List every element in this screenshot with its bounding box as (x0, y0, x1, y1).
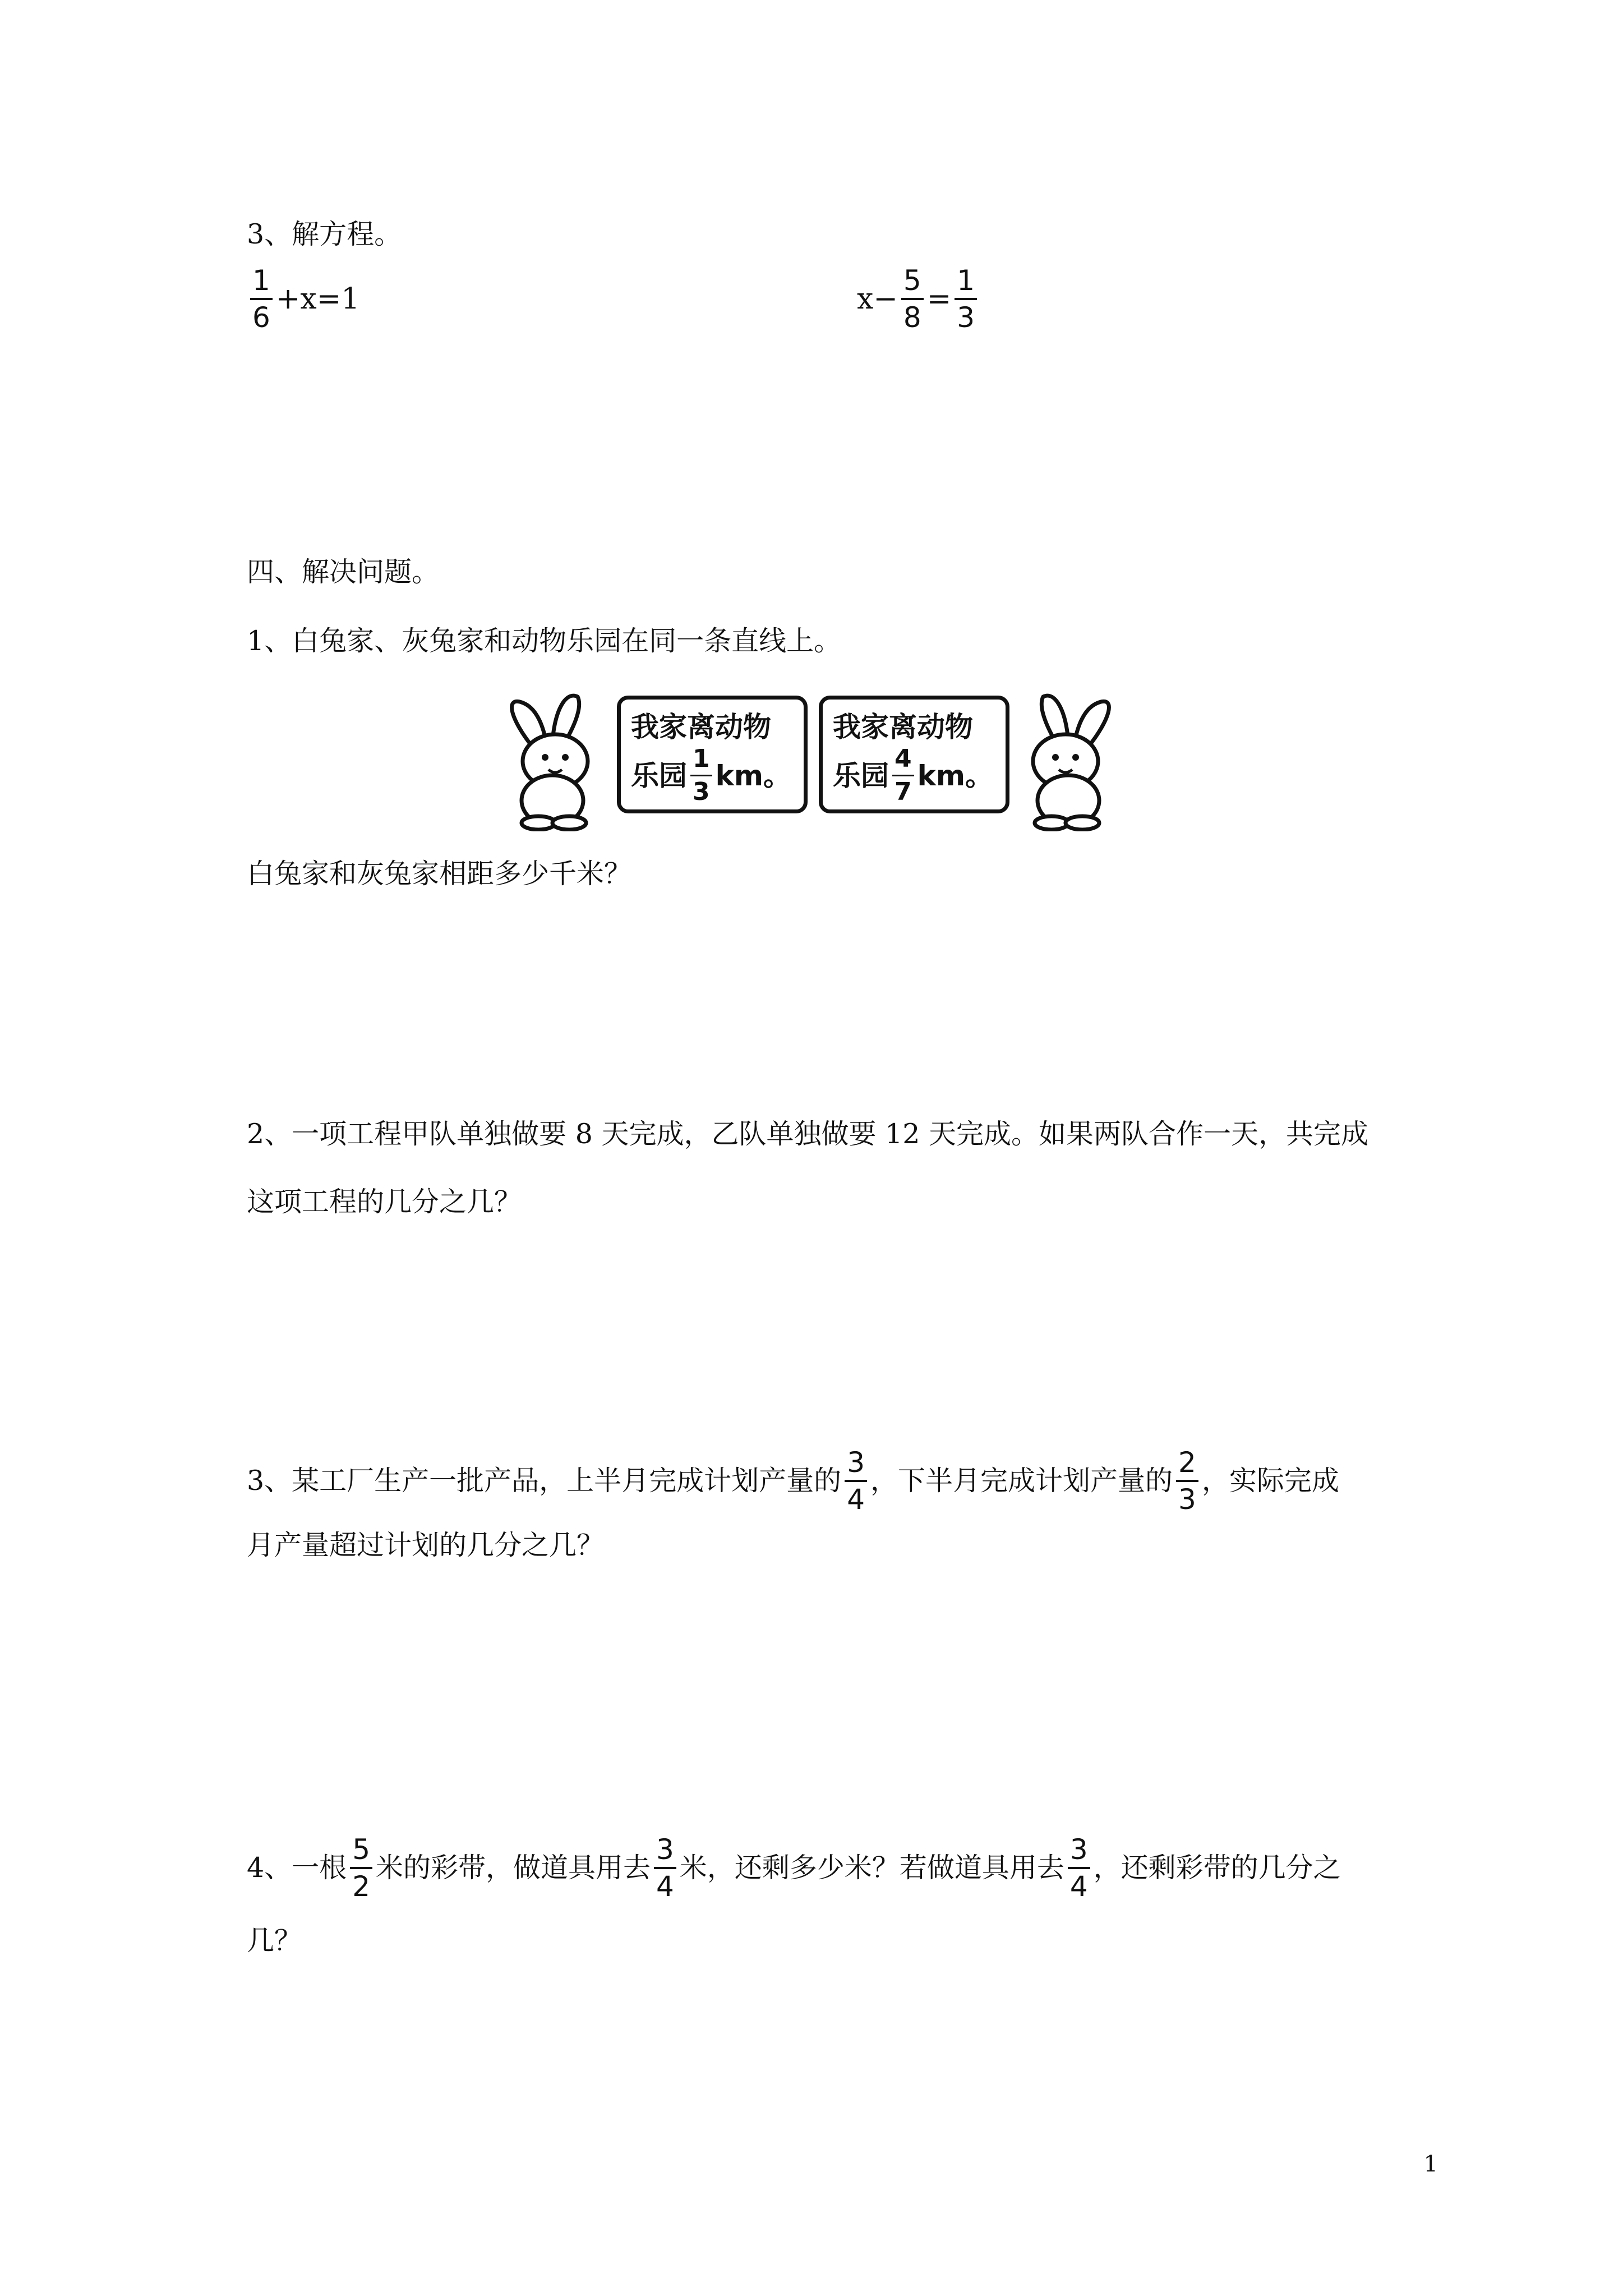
fraction-numerator: 3 (847, 1446, 865, 1479)
question-3-part-2: ，下半月完成计划产量的 (870, 1465, 1173, 1497)
fraction (901, 266, 924, 332)
question-4-part-1: 4、一根 (247, 1852, 347, 1884)
equation-1 (247, 266, 359, 332)
page-number: 1 (1423, 2151, 1438, 2177)
fraction-denominator: 2 (350, 1867, 372, 1901)
fraction-numerator: 2 (1178, 1446, 1196, 1479)
gray-rabbit-icon (1009, 685, 1122, 831)
question-4-part-2: 米的彩带，做道具用去 (376, 1852, 651, 1884)
question-1-text: 白兔家和灰兔家相距多少千米？ (247, 858, 632, 890)
fraction-numerator: 5 (352, 1833, 370, 1866)
equation-prefix: x− (857, 282, 898, 316)
bubble-line-2-prefix: 乐园 (631, 759, 687, 792)
question-4-line-2: 几？ (247, 1925, 302, 1957)
fraction (690, 744, 712, 806)
fraction (892, 744, 914, 806)
question-4-line-1 (247, 1826, 1341, 1910)
question-3-line-1 (247, 1439, 1339, 1523)
fraction-denominator: 4 (654, 1867, 676, 1901)
speech-bubble-left (617, 696, 808, 813)
fraction-numerator: 3 (656, 1833, 674, 1866)
question-2-line-2: 这项工程的几分之几？ (247, 1186, 522, 1218)
speech-bubble-right (819, 696, 1009, 813)
fraction (845, 1446, 867, 1516)
question-4-part-3: 米，还剩多少米？若做道具用去 (679, 1852, 1064, 1884)
fraction-numerator: 1 (957, 264, 975, 297)
white-rabbit-icon (499, 685, 611, 831)
question-3-part-1: 3、某工厂生产一批产品，上半月完成计划产量的 (247, 1465, 842, 1497)
fraction-denominator: 3 (690, 775, 712, 804)
bubble-line-1: 我家离动物 (833, 711, 973, 743)
bubble-line-1: 我家离动物 (631, 711, 771, 743)
equals-sign: = (926, 282, 952, 316)
fraction (1068, 1835, 1090, 1901)
rabbit-dialog-figure (499, 685, 1122, 831)
fraction-denominator: 8 (901, 298, 924, 332)
fraction (654, 1835, 676, 1901)
fraction-numerator: 5 (903, 264, 921, 297)
fraction (955, 266, 977, 332)
question-2-line-1: 2、一项工程甲队单独做要 8 天完成，乙队单独做要 12 天完成。如果两队合作一天，共完成 (247, 1118, 1369, 1150)
fraction-denominator: 4 (1068, 1867, 1090, 1901)
fraction-denominator: 3 (1176, 1480, 1198, 1513)
bubble-unit: km。 (715, 759, 791, 792)
fraction-numerator: 3 (1069, 1833, 1088, 1866)
section4-heading: 四、解决问题。 (247, 556, 440, 588)
fraction-numerator: 4 (895, 744, 912, 773)
bubble-line-2-prefix: 乐园 (833, 759, 889, 792)
question-1-intro: 1、白兔家、灰兔家和动物乐园在同一条直线上。 (247, 625, 842, 657)
fraction-numerator: 1 (252, 264, 270, 297)
fraction (250, 266, 273, 332)
equation-rest: +x=1 (275, 282, 360, 316)
fraction-denominator: 7 (892, 775, 914, 804)
question-4-part-4: ，还剩彩带的几分之 (1093, 1852, 1341, 1884)
fraction (1176, 1446, 1198, 1516)
fraction-numerator: 1 (693, 744, 710, 773)
section3-heading: 3、解方程。 (247, 218, 402, 250)
fraction-denominator: 4 (845, 1480, 867, 1513)
equation-2 (857, 266, 980, 332)
fraction (350, 1835, 372, 1901)
question-3-line-2: 月产量超过计划的几分之几？ (247, 1529, 605, 1561)
fraction-denominator: 6 (250, 298, 273, 332)
fraction-denominator: 3 (955, 298, 977, 332)
bubble-unit: km。 (917, 759, 993, 792)
question-3-part-3: ，实际完成 (1201, 1465, 1339, 1497)
